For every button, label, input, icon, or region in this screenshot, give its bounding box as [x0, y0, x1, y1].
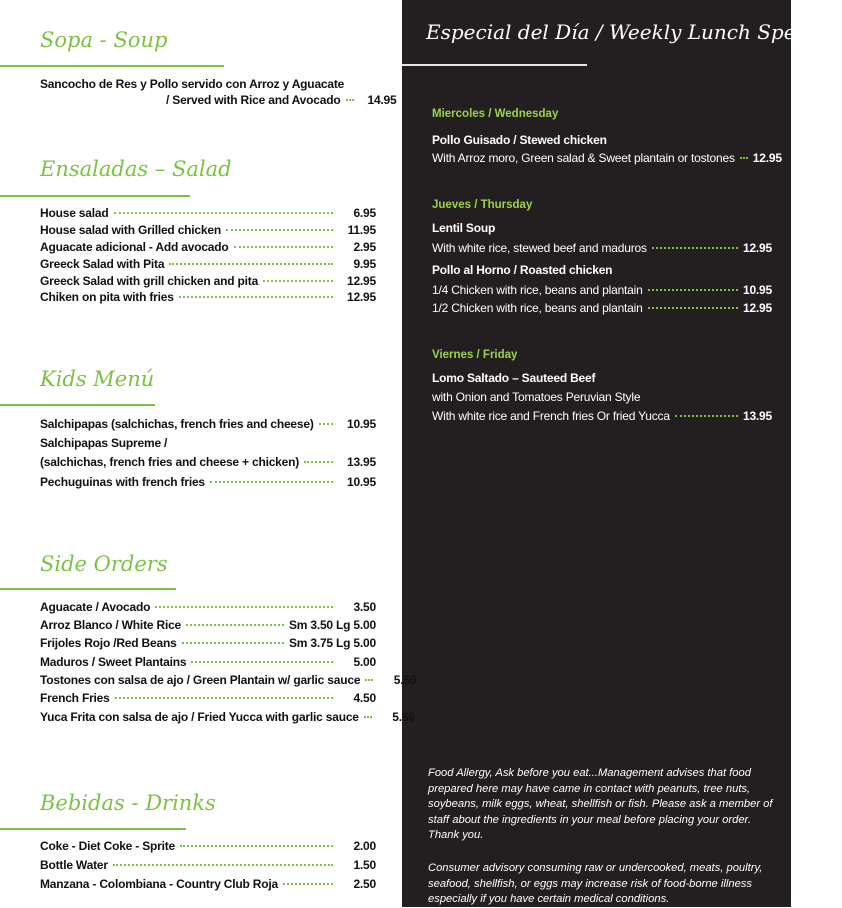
item-name: Salchipapas (salchichas, french fries and cheese) [40, 417, 314, 431]
item-price: 3.50 [353, 600, 376, 614]
salad-item [40, 257, 376, 271]
leader-dots [304, 461, 333, 463]
side-item [40, 600, 376, 614]
kids-item [40, 455, 376, 469]
leader-dots [179, 296, 333, 298]
salad-item [40, 274, 376, 288]
leader-dots [234, 246, 333, 248]
leader-dots [283, 883, 333, 885]
wednesday-dish: Pollo Guisado / Stewed chicken [432, 133, 607, 147]
leader-dots [180, 845, 333, 847]
item-name: Coke - Diet Coke - Sprite [40, 839, 176, 853]
friday-label: Viernes / Friday [432, 349, 518, 361]
side-item [40, 710, 415, 724]
kids-item [40, 417, 376, 431]
consumer-advisory: Consumer advisory consuming raw or undercooked, meats, poultry, seafood, shellfish, or eggs may increase risk of food-borne illness especially if you have certain medical conditions. [428, 862, 763, 905]
special-description: With white rice, stewed beef and maduros [432, 241, 647, 255]
item-name: Tostones con salsa de ajo / Green Plantain w/ garlic sauce [40, 673, 361, 687]
item-price: 5.00 [353, 655, 376, 669]
drink-item [40, 839, 376, 853]
leader-dots [210, 481, 333, 483]
soup-item [166, 93, 397, 107]
friday-special [432, 409, 772, 423]
leader-dots [182, 642, 284, 644]
item-name: Pechuguinas with french fries [40, 475, 205, 489]
kids-section-title: Kids Menú [40, 367, 155, 391]
salad-item [40, 240, 376, 254]
specials-title: Especial del Día / Weekly Lunch Specials [426, 20, 842, 44]
special-price: 13.95 [742, 409, 772, 423]
regular-menu-column [0, 0, 402, 907]
item-price: 13.95 [346, 455, 376, 469]
wednesday-label: Miercoles / Wednesday [432, 108, 559, 120]
item-name: (salchichas, french fries and cheese + chicken) [40, 455, 300, 469]
thursday-dish-1: Lentil Soup [432, 221, 496, 235]
leader-dots [675, 415, 738, 417]
item-price: Sm 3.75 Lg 5.00 [288, 636, 376, 650]
drink-item [40, 858, 376, 872]
item-name: Greeck Salad with Pita [40, 257, 165, 271]
leader-dots [319, 423, 333, 425]
leader-dots [740, 157, 748, 159]
drink-item [40, 877, 376, 891]
leader-dots [155, 606, 333, 608]
soup-section-title: Sopa - Soup [40, 28, 168, 52]
thursday-label: Jueves / Thursday [432, 199, 533, 211]
sides-section-title: Side Orders [40, 552, 168, 576]
side-item [40, 655, 376, 669]
special-description: 1/2 Chicken with rice, beans and plantain [432, 301, 643, 315]
leader-dots [113, 864, 333, 866]
item-name: Yuca Frita con salsa de ajo / Fried Yucca with garlic sauce [40, 710, 359, 724]
item-price: 10.95 [346, 417, 376, 431]
special-price: 12.95 [742, 241, 772, 255]
leader-dots [648, 307, 738, 309]
kids-divider [0, 404, 155, 406]
leader-dots [114, 212, 334, 214]
leader-dots [191, 661, 333, 663]
item-price: 5.50 [392, 710, 415, 724]
soup-description: Sancocho de Res y Pollo servido con Arroz y Aguacate [40, 77, 345, 91]
item-price: 11.95 [347, 223, 376, 237]
wednesday-special [432, 151, 782, 165]
thursday-special-2b [432, 301, 772, 315]
item-price: 1.50 [353, 858, 376, 872]
item-price: 2.50 [353, 877, 376, 891]
leader-dots [365, 679, 373, 681]
kids-item-title: Salchipapas Supreme / [40, 436, 168, 450]
item-price: 10.95 [346, 475, 376, 489]
side-item [40, 691, 376, 705]
friday-dish: Lomo Saltado – Sauteed Beef [432, 371, 596, 385]
item-price: 12.95 [346, 290, 376, 304]
salad-item [40, 223, 376, 237]
special-price: 12.95 [752, 151, 782, 165]
special-price: 10.95 [742, 283, 772, 297]
drinks-divider [0, 828, 186, 830]
sides-divider [0, 588, 176, 590]
item-price: Sm 3.50 Lg 5.00 [288, 618, 376, 632]
soup-divider [0, 65, 224, 67]
specials-divider [402, 64, 587, 66]
item-name: Frijoles Rojo /Red Beans [40, 636, 177, 650]
item-name: Aguacate / Avocado [40, 600, 151, 614]
item-name: French Fries [40, 691, 110, 705]
item-name: Arroz Blanco / White Rice [40, 618, 182, 632]
leader-dots [652, 247, 738, 249]
side-item [40, 673, 417, 687]
special-description: 1/4 Chicken with rice, beans and plantain [432, 283, 643, 297]
leader-dots [169, 263, 333, 265]
salad-item [40, 206, 376, 220]
item-name: Maduros / Sweet Plantains [40, 655, 187, 669]
item-price: 2.00 [353, 839, 376, 853]
item-name: Bottle Water [40, 858, 108, 872]
item-name: Greeck Salad with grill chicken and pita [40, 274, 259, 288]
item-name: House salad [40, 206, 109, 220]
thursday-special-2a [432, 283, 772, 297]
leader-dots [115, 697, 333, 699]
drinks-section-title: Bebidas - Drinks [40, 791, 216, 815]
leader-dots [226, 229, 333, 231]
thursday-special-1 [432, 241, 772, 255]
allergy-notice: Food Allergy, Ask before you eat...Management advises that food prepared here may have came in contact with peanuts, tree nuts, soybeans, milk eggs, wheat, shellfish or fish. Please ask a member of staff about the ingredients in your meal before placing your order. Thank you. [428, 767, 773, 841]
special-price: 12.95 [742, 301, 772, 315]
item-price: 5.50 [393, 673, 417, 687]
item-price: 4.50 [353, 691, 376, 705]
item-name: Chiken on pita with fries [40, 290, 174, 304]
salad-section-title: Ensaladas – Salad [40, 157, 232, 181]
soup-price: 14.95 [367, 93, 397, 107]
side-item [40, 618, 376, 632]
leader-dots [263, 280, 333, 282]
item-price: 12.95 [346, 274, 376, 288]
leader-dots [186, 624, 284, 626]
item-price: 6.95 [353, 206, 376, 220]
item-name: Manzana - Colombiana - Country Club Roja [40, 877, 279, 891]
salad-item [40, 290, 376, 304]
soup-served-with: / Served with Rice and Avocado [166, 93, 341, 107]
item-price: 9.95 [353, 257, 376, 271]
friday-description: with Onion and Tomatoes Peruvian Style [432, 390, 641, 404]
thursday-dish-2: Pollo al Horno / Roasted chicken [432, 263, 613, 277]
special-description: With Arroz moro, Green salad & Sweet plantain or tostones [432, 151, 735, 165]
kids-item [40, 475, 376, 489]
item-name: Aguacate adicional - Add avocado [40, 240, 229, 254]
leader-dots [648, 289, 738, 291]
leader-dots [346, 99, 354, 101]
item-price: 2.95 [353, 240, 376, 254]
special-description: With white rice and French fries Or fried Yucca [432, 409, 670, 423]
side-item [40, 636, 376, 650]
leader-dots [364, 716, 372, 718]
item-name: House salad with Grilled chicken [40, 223, 221, 237]
salad-divider [0, 195, 190, 197]
